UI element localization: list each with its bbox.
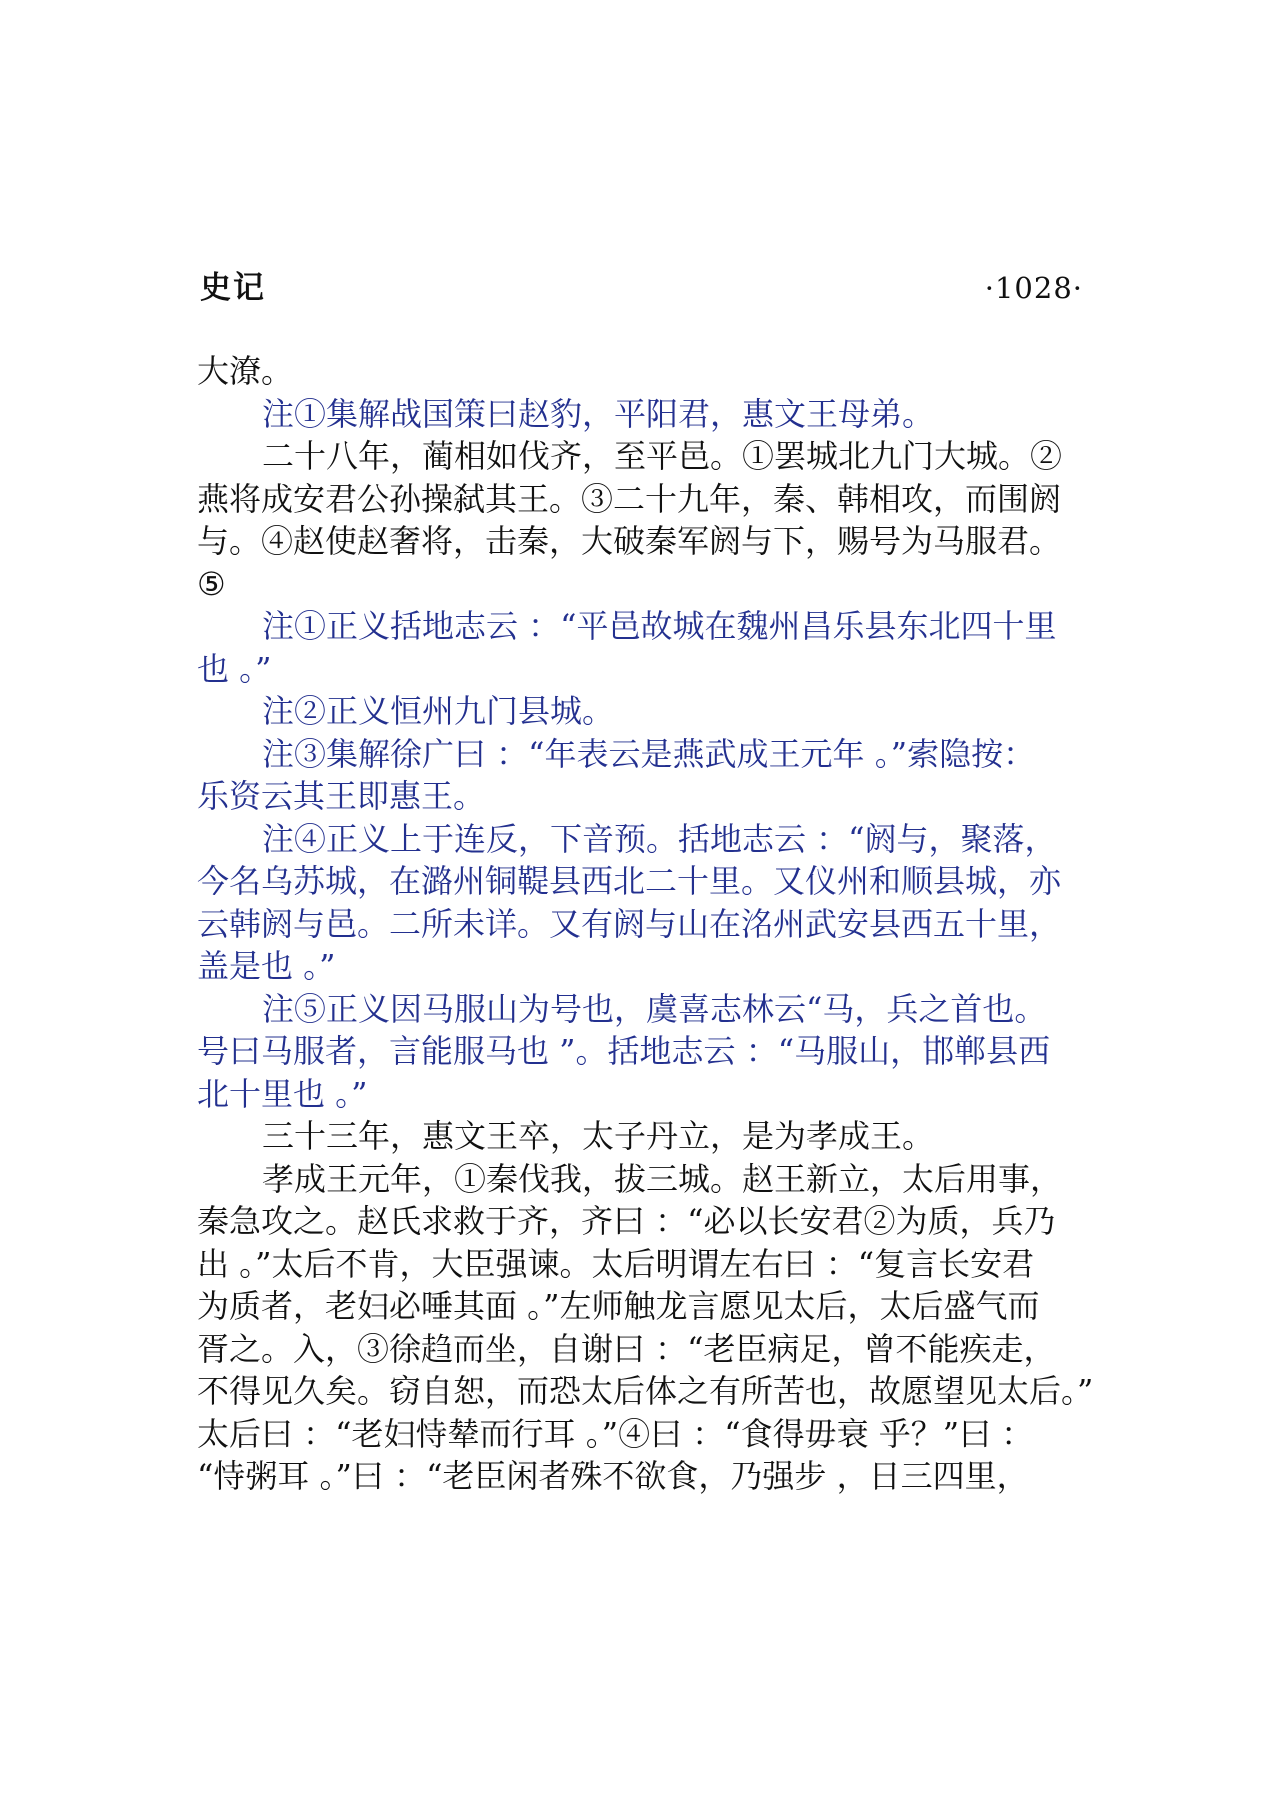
- body-line: 为质者，老妇必唾其面 。”左师触龙言愿见太后，太后盛气而: [197, 1287, 1040, 1325]
- body-line: 秦急攻之。赵氏求救于齐，齐曰 ：“必以长安君②为质，兵乃: [197, 1202, 1056, 1240]
- body-line: 出 。”太后不肯，大臣强谏。太后明谓左右曰 ：“复言长安君: [197, 1244, 1035, 1283]
- body-line: 不得见久矣。窃自恕，而恐太后体之有所苦也，故愿望见太后。”: [197, 1372, 1094, 1410]
- book-title: 史记: [200, 270, 266, 306]
- note-line: 盖是也 。”: [197, 947, 336, 985]
- note-line: 注④正义上于连反，下音预。括地志云 ：“阏与，聚落，: [262, 819, 1057, 858]
- page-text: [197, 350, 1137, 1498]
- body-line: 与。④赵使赵奢将，击秦，大破秦军阏与下，赐号为马服君。: [197, 522, 1062, 560]
- note-line: 乐资云其王即惠王。: [197, 777, 486, 815]
- note-line: 注①正义括地志云 ：“平邑故城在魏州昌乐县东北四十里: [262, 607, 1057, 645]
- page-number: ·1028·: [984, 271, 1083, 305]
- body-line: 太后曰 ：“老妇恃辇而行耳 。”④曰 ：“食得毋衰 乎？”曰 ：: [197, 1414, 1034, 1453]
- note-line: 今名乌苏城，在潞州铜鞮县西北二十里。又仪州和顺县城，亦: [197, 862, 1062, 900]
- note-line: 号曰马服者，言能服马也 ”。括地志云 ：“马服山，邯郸县西: [197, 1032, 1051, 1070]
- note-line: 注①集解战国策曰赵豹，平阳君，惠文王母弟。: [262, 394, 935, 433]
- body-line: “恃粥耳 。”曰 ：“老臣闲者殊不欲食，乃强步 ，日三四里，: [197, 1457, 1029, 1495]
- body-line: 三十三年，惠文王卒，太子丹立，是为孝成王。: [262, 1117, 935, 1155]
- body-line: 大潦。: [197, 352, 294, 390]
- note-line: 北十里也 。”: [197, 1074, 368, 1113]
- note-line: 也 。”: [197, 649, 272, 688]
- note-line: 云韩阏与邑。二所未详。又有阏与山在洺州武安县西五十里，: [197, 904, 1062, 943]
- body-line: 胥之。入，③徐趋而坐，自谢曰 ：“老臣病足，曾不能疾走，: [197, 1329, 1056, 1368]
- body-line: ⑤: [197, 564, 226, 603]
- note-line: 注③集解徐广曰 ：“年表云是燕武成王元年 。”索隐按：: [262, 734, 1036, 773]
- note-line: 注②正义恒州九门县城。: [262, 692, 615, 730]
- note-line: 注⑤正义因马服山为号也，虞喜志林云“马，兵之首也。: [262, 989, 1047, 1028]
- body-line: 孝成王元年，①秦伐我，拔三城。赵王新立，太后用事，: [262, 1159, 1063, 1198]
- body-line: 燕将成安君公孙操弑其王。③二十九年，秦、韩相攻，而围阏: [197, 479, 1062, 518]
- page-header: [200, 268, 1083, 308]
- body-line: 二十八年，蔺相如伐齐，至平邑。①罢城北九门大城。②: [262, 437, 1063, 475]
